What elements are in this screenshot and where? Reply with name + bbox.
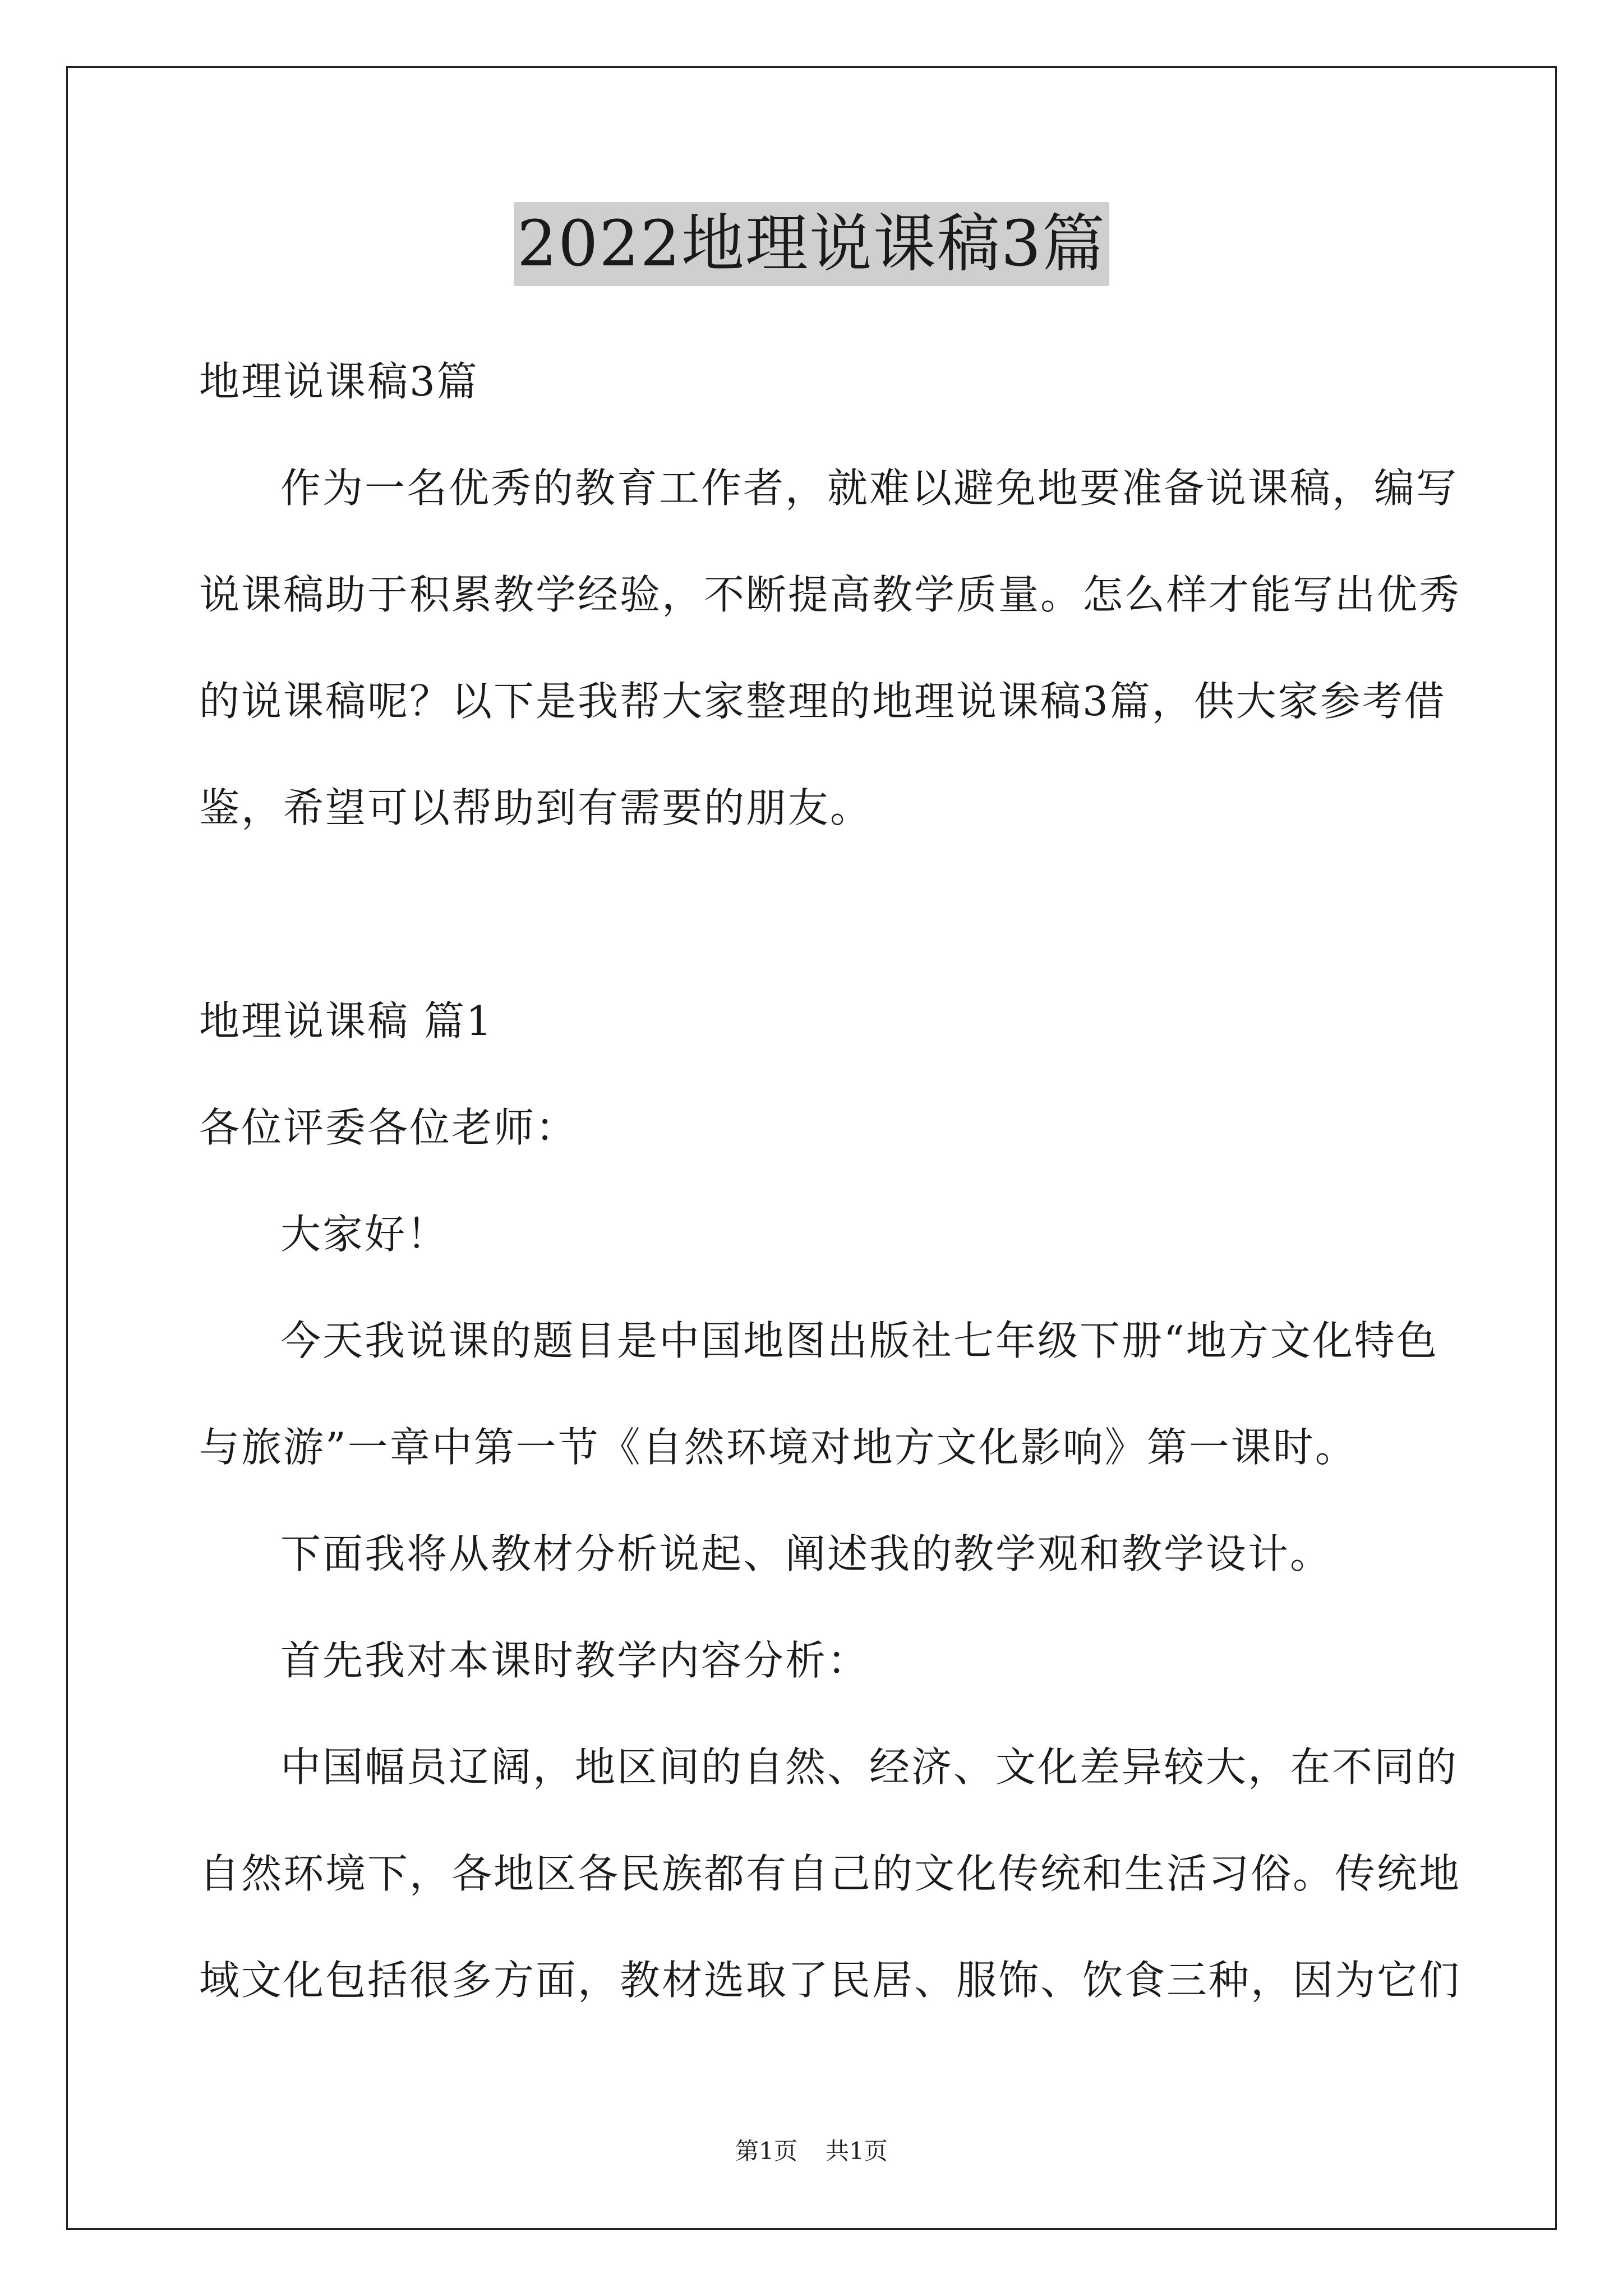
plan-line: 下面我将从教材分析说起、阐述我的教学观和教学设计。 xyxy=(280,1530,1332,1577)
section-heading: 地理说课稿 篇1 xyxy=(199,997,494,1045)
analysis-line-2: 自然环境下，各地区各民族都有自己的文化传统和生活习俗。传统地 xyxy=(199,1850,1461,1897)
analysis-line-3: 域文化包括很多方面，教材选取了民居、服饰、饮食三种，因为它们 xyxy=(199,1957,1461,2004)
intro-line-4: 鉴，希望可以帮助到有需要的朋友。 xyxy=(199,784,873,831)
document-title: 2022地理说课稿3篇 xyxy=(514,202,1109,286)
intro-line-3: 的说课稿呢？以下是我帮大家整理的地理说课稿3篇，供大家参考借 xyxy=(199,678,1446,725)
title-container xyxy=(0,202,1623,286)
salutation: 各位评委各位老师： xyxy=(199,1104,578,1151)
topic-line-1: 今天我说课的题目是中国地图出版社七年级下册“地方文化特色 xyxy=(280,1317,1438,1364)
intro-line-2: 说课稿助于积累教学经验，不断提高教学质量。怎么样才能写出优秀 xyxy=(199,571,1461,618)
page-total: 共1页 xyxy=(826,2137,888,2165)
document-subtitle: 地理说课稿3篇 xyxy=(199,358,479,405)
topic-line-2: 与旅游”一章中第一节《自然环境对地方文化影响》第一课时。 xyxy=(199,1424,1357,1471)
analysis-intro: 首先我对本课时教学内容分析： xyxy=(280,1637,870,1684)
greeting: 大家好！ xyxy=(280,1211,449,1258)
analysis-line-1: 中国幅员辽阔，地区间的自然、经济、文化差异较大，在不同的 xyxy=(280,1743,1459,1791)
intro-line-1: 作为一名优秀的教育工作者，就难以避免地要准备说课稿，编写 xyxy=(280,464,1459,512)
page-number: 第1页 xyxy=(735,2137,797,2165)
page-footer xyxy=(0,2134,1623,2168)
